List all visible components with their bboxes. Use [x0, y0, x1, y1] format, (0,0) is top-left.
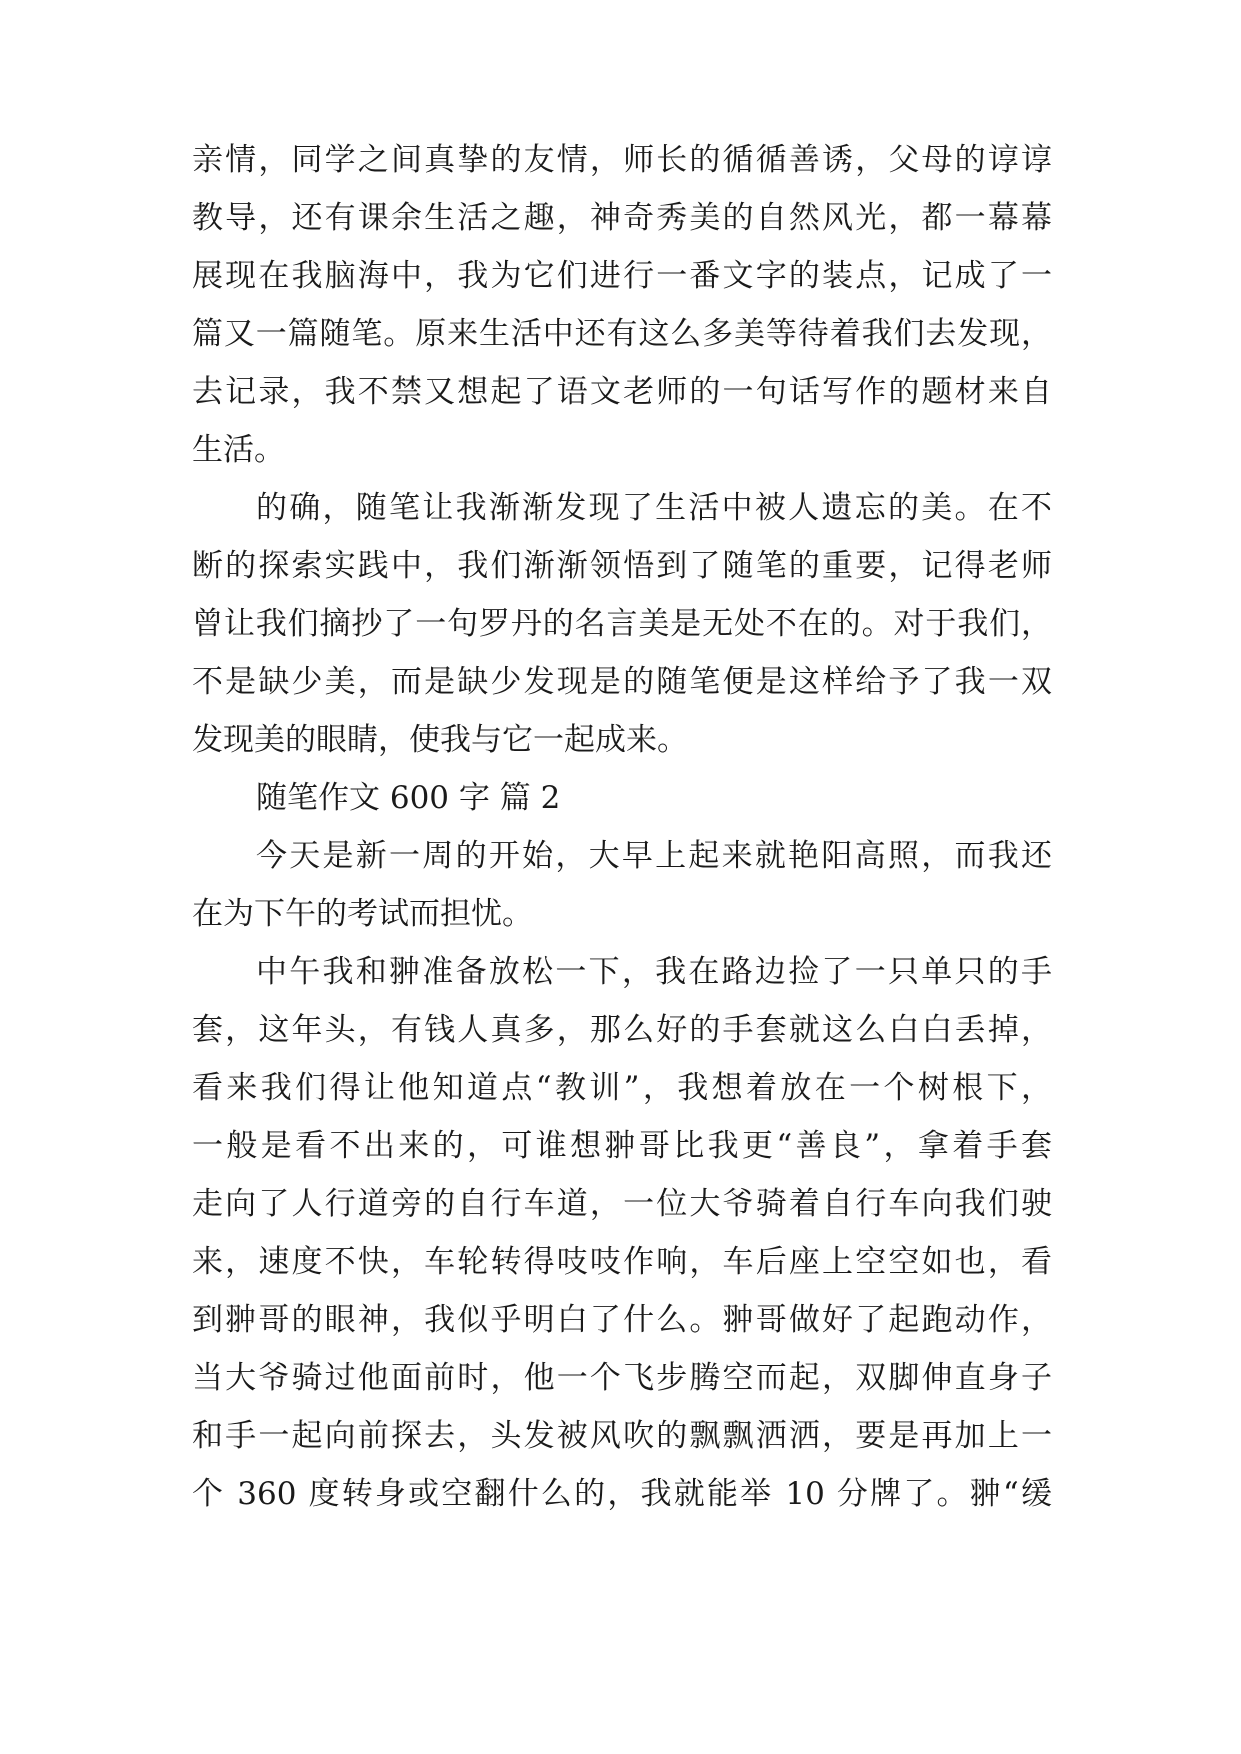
text-line: 教导，还有课余生活之趣，神奇秀美的自然风光，都一幕幕	[192, 200, 1052, 236]
text-line: 生活。	[192, 432, 285, 468]
text-line: 曾让我们摘抄了一句罗丹的名言美是无处不在的。对于我们，	[192, 606, 1052, 642]
text-line: 套，这年头，有钱人真多，那么好的手套就这么白白丢掉，	[192, 1012, 1052, 1048]
text-line: 亲情，同学之间真挚的友情，师长的循循善诱，父母的谆谆	[192, 142, 1052, 178]
text-line: 在为下午的考试而担忧。	[192, 896, 533, 932]
text-line: 不是缺少美，而是缺少发现是的随笔便是这样给予了我一双	[192, 664, 1052, 700]
text-line: 今天是新一周的开始，大早上起来就艳阳高照，而我还	[256, 838, 1052, 874]
text-line: 的确，随笔让我渐渐发现了生活中被人遗忘的美。在不	[256, 490, 1052, 526]
text-line: 和手一起向前探去，头发被风吹的飘飘洒洒，要是再加上一	[192, 1418, 1052, 1454]
text-line: 断的探索实践中，我们渐渐领悟到了随笔的重要，记得老师	[192, 548, 1052, 584]
text-line: 到翀哥的眼神，我似乎明白了什么。翀哥做好了起跑动作，	[192, 1302, 1052, 1338]
text-line: 篇又一篇随笔。原来生活中还有这么多美等待着我们去发现，	[192, 316, 1052, 352]
section-heading: 随笔作文 600 字 篇 2	[256, 780, 561, 816]
text-line: 一般是看不出来的，可谁想翀哥比我更“善良”，拿着手套	[192, 1128, 1052, 1164]
text-line: 看来我们得让他知道点“教训”，我想着放在一个树根下，	[192, 1070, 1052, 1106]
text-line: 走向了人行道旁的自行车道，一位大爷骑着自行车向我们驶	[192, 1186, 1052, 1222]
text-line: 中午我和翀准备放松一下，我在路边捡了一只单只的手	[256, 954, 1052, 990]
text-line: 来，速度不快，车轮转得吱吱作响，车后座上空空如也，看	[192, 1244, 1052, 1280]
text-line: 展现在我脑海中，我为它们进行一番文字的装点，记成了一	[192, 258, 1052, 294]
text-line: 发现美的眼睛，使我与它一起成来。	[192, 722, 688, 758]
text-line: 个 360 度转身或空翻什么的，我就能举 10 分牌了。翀“缓	[192, 1476, 1052, 1512]
text-line: 去记录，我不禁又想起了语文老师的一句话写作的题材来自	[192, 374, 1052, 410]
text-line: 当大爷骑过他面前时，他一个飞步腾空而起，双脚伸直身子	[192, 1360, 1052, 1396]
